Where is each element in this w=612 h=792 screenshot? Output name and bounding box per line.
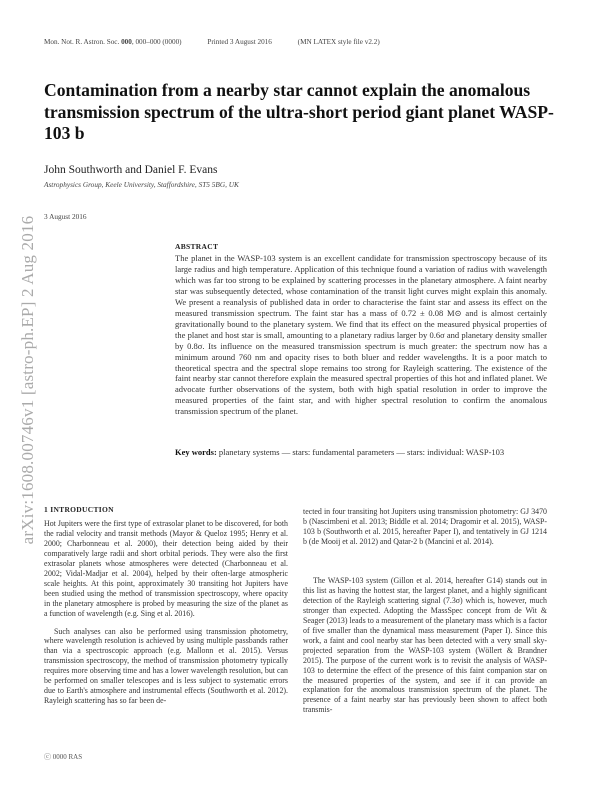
column-left	[44, 519, 288, 714]
copyright-footer: ⓒ 0000 RAS	[44, 753, 83, 761]
arxiv-id-text: arXiv:1608.00746v1 [astro-ph.EP] 2 Aug 2016	[18, 215, 37, 545]
paper-date: 3 August 2016	[44, 212, 87, 221]
intro-paragraph-3: tected in four transiting hot Jupiters using transmission photometry: GJ 3470 b (Nascimbeni et al. 2013; Biddle et al. 2014; Dragomir et al. 2015), WASP-103 b (Southworth et al. 2015, hereafter Paper I), and tentatively in GJ 1214 b (de Mooij et al. 2012) and Qatar-2 b (Mancini et al. 2014).	[303, 507, 547, 546]
intro-paragraph-2: Such analyses can also be performed using transmission photometry, where wavelength resolution is achieved by using multiple passbands rather than via a spectroscopic approach (e.g. Mallonn et al. 2015). Versus transmission spectroscopy, the method of transmission photometry typically requires more observing time and has a lower wavelength resolution, but can be performed on smaller telescopes and is less subject to systematic errors due to Earth's atmosphere and instrumental effects (Southworth et al. 2012). Rayleigh scattering has so far been de-	[44, 626, 288, 706]
arxiv-identifier	[8, 170, 48, 590]
column-right-top	[303, 507, 547, 555]
paper-affiliation: Astrophysics Group, Keele University, Staffordshire, ST5 5BG, UK	[44, 180, 239, 189]
intro-paragraph-1: Hot Jupiters were the first type of extrasolar planet to be discovered, for both the radial velocity and transit methods (Mayor & Queloz 1995; Henry et al. 2000; Charbonneau et al. 2000), their detection being aided by their comparatively large radii and short orbital periods. They were also the first extrasolar planets whose atmospheres were detected (Charbonneau et al. 2002; Vidal-Madjar et al. 2004), helped by their often-large atmospheric scale heights. At this point, approximately 30 transiting hot Jupiters have been studied using the method of transmission spectroscopy, where opacity in the planetary atmosphere is probed by measuring the size of the planet as a function of wavelength (e.g. Sing et al. 2016).	[44, 519, 288, 618]
intro-paragraph-4: The WASP-103 system (Gillon et al. 2014, hereafter G14) stands out in this list as having the hottest star, the largest planet, and a highly significant detection of the Rayleigh scattering signal (7.3σ) which is, however, much stronger than expected. Adopting the MassSpec concept from de Wit & Seager (2013) leads to a measurement of the planetary mass which is a factor of five smaller than the dynamical mass measurement (Paper I). Since this work, a faint and cool nearby star has been detected with a very small sky-projected separation from the WASP-103 system (Wöllert & Brandner 2015). The purpose of the current work is to revisit the analysis of WASP-103 to determine the effect of the presence of this faint companion star on the measured properties of the system, and see if it can provide an explanation for the anomalous transmission spectrum of the planet. The presence of a faint nearby star has previously been shown to affect both transmis-	[303, 576, 547, 715]
journal-name: Mon. Not. R. Astron. Soc.	[44, 38, 122, 46]
running-header	[44, 38, 404, 46]
keywords-label: Key words:	[175, 447, 217, 457]
style-file: (MN LATEX style file v2.2)	[297, 38, 380, 46]
section-heading-introduction: 1 INTRODUCTION	[44, 505, 114, 514]
abstract-text: The planet in the WASP-103 system is an excellent candidate for transmission spectroscopy because of its large radius and high temperature. Application of this technique found a variation of radius with wavelength which was far too strong to be explained by scattering processes in the planetary atmosphere. A faint nearby star was subsequently detected, whose contamination of the transit light curves might explain this anomaly. We present a reanalysis of published data in order to characterise the faint star and assess its effect on the measured transmission spectrum. The faint star has a mass of 0.72 ± 0.08 M⊙ and is almost certainly gravitationally bound to the planetary system. We find that its effect on the measured physical properties of the planet and host star is small, amounting to a planetary radius larger by 0.6σ and planetary density smaller by 0.8σ. Its influence on the measured transmission spectrum is much greater: the spectrum now has a minimum around 760 nm and opacity rises to both bluer and redder wavelengths. It is a poor match to theoretical spectra and the spectral slope remains too strong for Rayleigh scattering. The existence of the faint nearby star cannot therefore explain the measured spectral properties of this hot and inflated planet. We advocate further observations of the system, both with high spatial resolution in order to improve the measured properties of the faint star, and with higher spectral resolution to confirm the anomalous transmission spectrum of the planet.	[175, 253, 547, 417]
column-right-bottom	[303, 576, 547, 723]
journal-pages: , 000–000 (0000)	[131, 38, 182, 46]
abstract-heading: ABSTRACT	[175, 242, 219, 251]
keywords	[175, 447, 547, 458]
journal-volume: 000	[121, 38, 132, 46]
paper-title: Contamination from a nearby star cannot explain the anomalous transmission spectrum of the ultra-short period giant planet WASP-103 b	[44, 80, 554, 143]
journal-citation	[44, 38, 182, 46]
paper-authors: John Southworth and Daniel F. Evans	[44, 164, 218, 176]
printed-date: Printed 3 August 2016	[207, 38, 272, 46]
keywords-text: planetary systems — stars: fundamental parameters — stars: individual: WASP-103	[218, 447, 505, 457]
